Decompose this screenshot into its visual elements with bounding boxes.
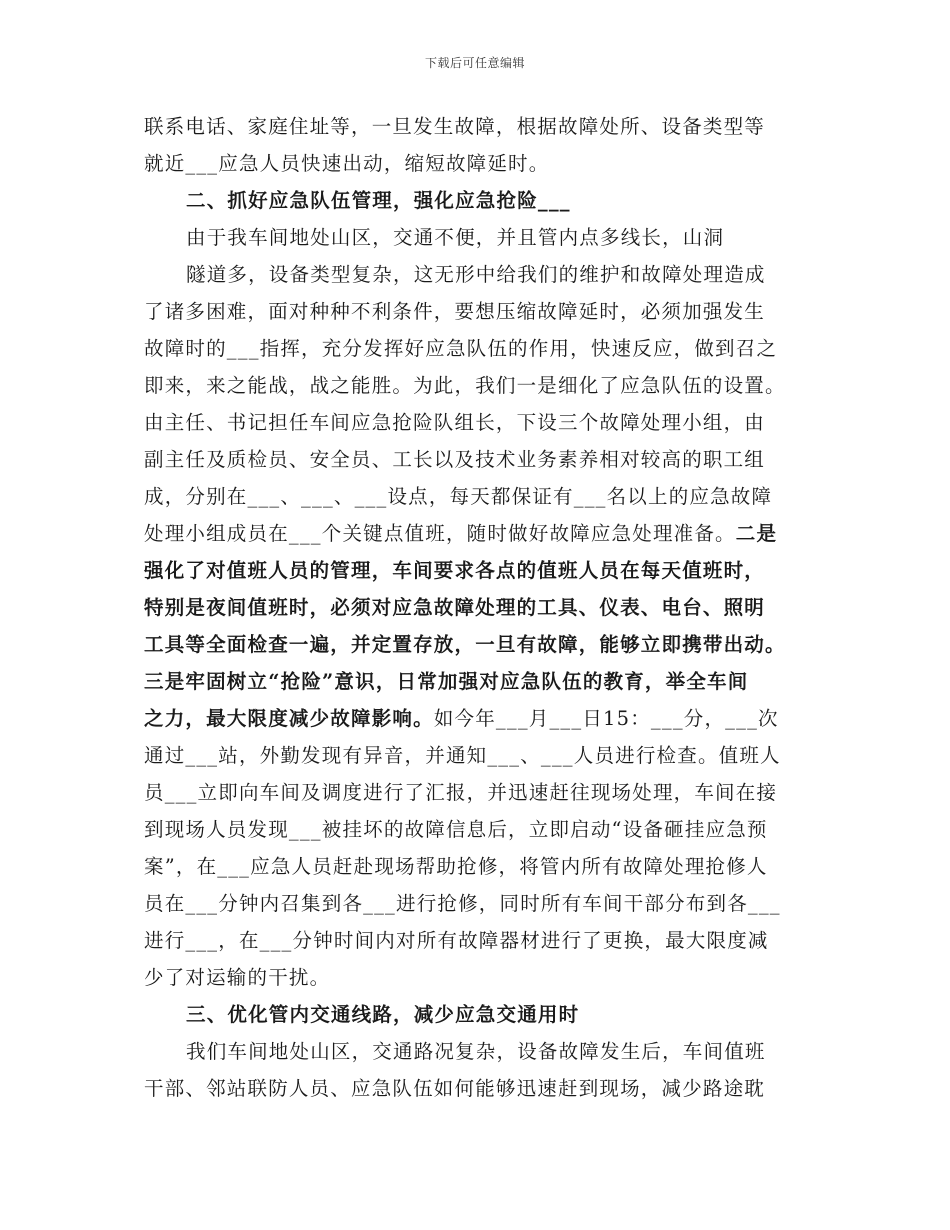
text-line (144, 293, 824, 330)
text-line (144, 774, 824, 811)
text-line (144, 515, 824, 552)
text-line (144, 996, 824, 1033)
text-line (144, 552, 824, 589)
text-line-content: 三、优化管内交通线路，减少应急交通用时 (186, 1003, 580, 1026)
text-line-content: 处理小组成员在___个关键点值班，随时做好故障应急处理准备。 (144, 522, 736, 545)
text-line-content: 通过___站，外勤发现有异音，并通知___、___人员进行检查。值班人 (144, 744, 781, 767)
text-line (144, 626, 824, 663)
text-line-content: 由于我车间地处山区，交通不便，并且管内点多线长，山洞 (186, 226, 725, 249)
text-line (144, 256, 824, 293)
text-line (144, 404, 824, 441)
text-line-content: 了诸多困难，面对种种不利条件，要想压缩故障延时，必须加强发生 (144, 300, 766, 323)
text-line (144, 478, 824, 515)
text-line (144, 811, 824, 848)
text-line-content: 由主任、书记担任车间应急抢险队组长，下设三个故障处理小组，由 (144, 411, 766, 434)
text-line-content: 隧道多，设备类型复杂，这无形中给我们的维护和故障处理造成 (186, 263, 766, 286)
text-line-content: 员___立即向车间及调度进行了汇报，并迅速赶往现场处理，车间在接 (144, 781, 778, 804)
text-line (144, 367, 824, 404)
text-line (144, 1033, 824, 1070)
text-line-content: 少了对运输的干扰。 (144, 966, 331, 989)
text-line-content: 强化了对值班人员的管理，车间要求各点的值班人员在每天值班时， (144, 559, 766, 582)
text-line (144, 959, 824, 996)
text-line-content: 干部、邻站联防人员、应急队伍如何能够迅速赶到现场，减少路途耽 (144, 1077, 766, 1100)
text-line-content: 员在___分钟内召集到各___进行抢修，同时所有车间干部分布到各___ (144, 892, 781, 915)
text-line (144, 145, 824, 182)
text-line-content: 成，分别在___、___、___设点，每天都保证有___名以上的应急故障 (144, 485, 773, 508)
text-line (144, 219, 824, 256)
text-line-content: 进行___，在___分钟时间内对所有故障器材进行了更换，最大限度减 (144, 929, 769, 952)
page-header: 下载后可任意编辑 (424, 56, 525, 70)
text-line (144, 1070, 824, 1107)
text-line-content: 故障时的___指挥，充分发挥好应急队伍的作用，快速反应，做到召之 (144, 337, 778, 360)
text-line-content: 之力，最大限度减少故障影响。 (144, 707, 434, 730)
text-line (144, 848, 824, 885)
text-line-content: 我们车间地处山区，交通路况复杂，设备故障发生后，车间值班 (186, 1040, 766, 1063)
text-line (144, 182, 824, 219)
text-line-content: 联系电话、家庭住址等，一旦发生故障，根据故障处所、设备类型等 (144, 115, 766, 138)
text-line (144, 885, 824, 922)
text-line-normal-tail: 如今年___月___日15：___分，___次 (433, 707, 779, 730)
text-line (144, 922, 824, 959)
text-line-content: 即来，来之能战，战之能胜。为此，我们一是细化了应急队伍的设置。 (144, 374, 786, 397)
text-line-bold-tail: 二是 (735, 522, 778, 545)
document-body (144, 108, 824, 1107)
text-line (144, 330, 824, 367)
text-line-content: 副主任及质检员、安全员、工长以及技术业务素养相对较高的职工组 (144, 448, 766, 471)
text-line (144, 589, 824, 626)
text-line-content: 就近___应急人员快速出动，缩短故障延时。 (144, 152, 550, 175)
text-line-content: 二、抓好应急队伍管理，强化应急抢险___ (186, 189, 571, 212)
text-line-content: 案”，在___应急人员赶赴现场帮助抢修，将管内所有故障处理抢修人 (144, 855, 768, 878)
text-line (144, 108, 824, 145)
text-line-content: 特别是夜间值班时，必须对应急故障处理的工具、仪表、电台、照明 (144, 596, 766, 619)
text-line (144, 737, 824, 774)
text-line (144, 441, 824, 478)
text-line-content: 三是牢固树立“抢险”意识，日常加强对应急队伍的教育，举全车间 (144, 670, 749, 693)
text-line (144, 663, 824, 700)
text-line (144, 700, 824, 737)
text-line-content: 到现场人员发现___被挂坏的故障信息后，立即启动“设备砸挂应急预 (144, 818, 768, 841)
text-line-content: 工具等全面检查一遍，并定置存放，一旦有故障，能够立即携带出动。 (144, 633, 786, 656)
